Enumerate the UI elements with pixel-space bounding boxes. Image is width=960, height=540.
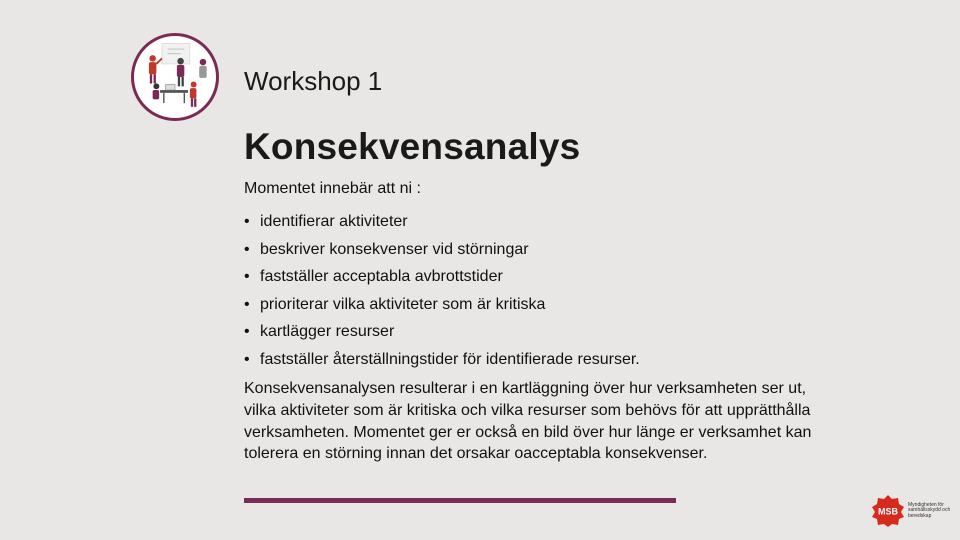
list-item [244,240,844,268]
summary-paragraph: Konsekvensanalysen resulterar i en kartläggning över hur verksamheten ser ut, vilka aktiviteter som är kritiska och vilka resurser som behövs för att upprätthålla verksamheten. Momentet ger er också en bild över hur länge er verksamhet kan tolerera en störning innan det orsakar oacceptabla konsekvenser. [244,380,812,463]
list-item-text: prioriterar vilka aktiviteter som är kritiska [260,295,546,313]
list-item [244,212,844,240]
logo-mark-text: MSB [878,506,898,517]
list-item-text: beskriver konsekvenser vid störningar [260,240,529,258]
bullet-icon: • [244,350,250,368]
workshop-illustration-icon [131,33,219,121]
page-title: Konsekvensanalys [244,126,581,167]
list-item-text: fastställer acceptabla avbrottstider [260,268,503,285]
msb-logo-icon [871,494,905,528]
list-item [244,350,844,378]
msb-logo [871,494,953,528]
bullet-icon: • [244,323,250,340]
bullet-icon: • [244,240,250,258]
list-item [244,267,844,295]
bullet-icon: • [244,295,250,313]
bullet-icon: • [244,268,250,285]
intro-text: Momentet innebär att ni : [244,180,421,197]
list-item [244,322,844,350]
bullet-icon: • [244,213,250,230]
list-item-text: identifierar aktiviteter [260,213,408,230]
workshop-subtitle: Workshop 1 [244,66,383,96]
accent-divider [244,498,676,503]
list-item [244,295,844,323]
list-item-text: kartlägger resurser [260,323,395,340]
activity-list [244,212,844,377]
logo-text: Myndigheten för samhällsskydd och beredskap [908,501,951,519]
list-item-text: fastställer återställningstider för identifierade resurser. [260,350,640,368]
